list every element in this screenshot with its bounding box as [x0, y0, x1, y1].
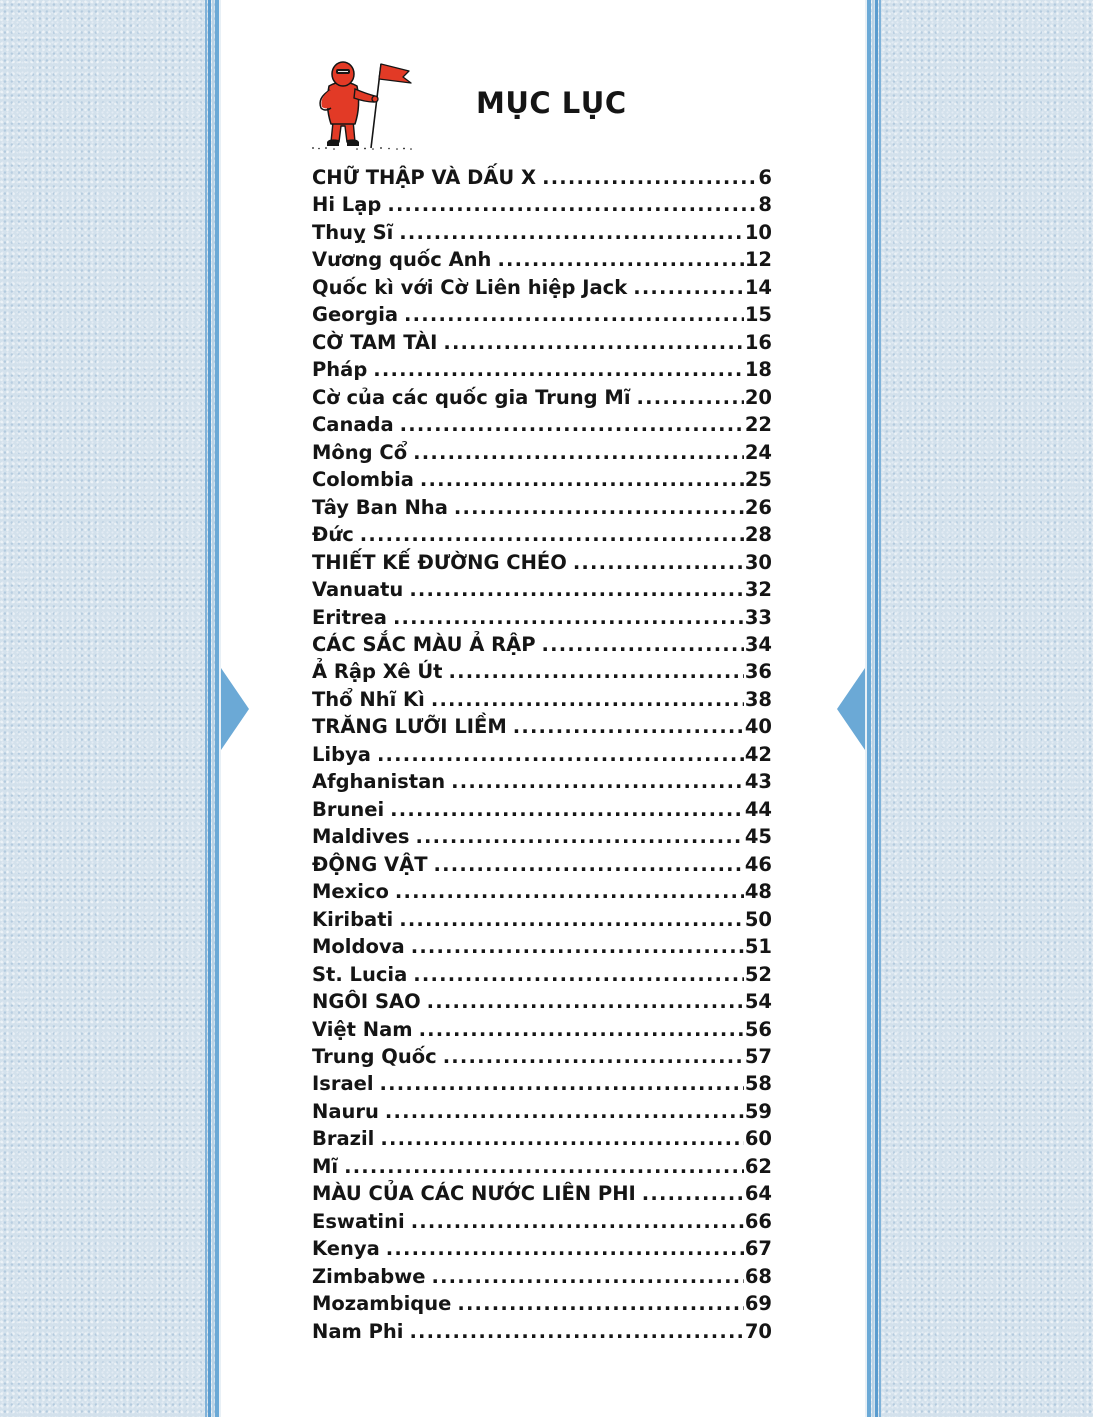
toc-entry-page-number: 32	[744, 578, 772, 602]
dot-leader	[513, 713, 744, 740]
toc-entry[interactable]	[312, 768, 772, 795]
page-title: MỤC LỤC	[476, 86, 627, 120]
toc-entry[interactable]	[312, 1208, 772, 1235]
table-of-contents	[312, 164, 772, 1345]
dot-leader	[399, 219, 744, 246]
dot-leader	[390, 796, 744, 823]
toc-entry-page-number: 44	[744, 797, 772, 821]
toc-entry-title: Zimbabwe	[312, 1264, 426, 1288]
toc-entry-title: CÁC SẮC MÀU Ả RẬP	[312, 632, 536, 656]
dot-leader	[454, 494, 744, 521]
toc-entry-page-number: 67	[744, 1237, 772, 1261]
toc-entry[interactable]	[312, 658, 772, 685]
toc-entry-page-number: 48	[744, 880, 772, 904]
explorer-with-flag-illustration	[307, 56, 419, 152]
toc-entry[interactable]	[312, 246, 772, 273]
toc-entry[interactable]	[312, 191, 772, 218]
toc-entry[interactable]	[312, 466, 772, 493]
toc-entry-title: Trung Quốc	[312, 1045, 437, 1068]
dot-leader	[413, 439, 744, 466]
dot-leader	[637, 384, 744, 411]
dot-leader	[380, 1070, 744, 1097]
toc-entry-title: TRĂNG LƯỠI LIỀM	[312, 715, 507, 739]
toc-entry[interactable]	[312, 961, 772, 988]
toc-entry[interactable]	[312, 823, 772, 850]
toc-entry[interactable]	[312, 219, 772, 246]
toc-entry[interactable]	[312, 521, 772, 548]
toc-entry-page-number: 25	[744, 468, 772, 492]
toc-entry-page-number: 34	[744, 632, 772, 656]
toc-entry-page-number: 56	[744, 1017, 772, 1041]
toc-entry-title: Canada	[312, 413, 394, 437]
dot-leader	[542, 164, 757, 191]
dot-leader	[409, 576, 744, 603]
toc-entry-page-number: 66	[744, 1209, 772, 1233]
dot-leader	[411, 1208, 744, 1235]
toc-entry-title: Moldova	[312, 935, 405, 959]
toc-entry-title: Tây Ban Nha	[312, 495, 448, 519]
toc-entry-title: Nauru	[312, 1099, 379, 1123]
toc-entry-page-number: 57	[744, 1045, 772, 1068]
toc-entry-page-number: 62	[744, 1154, 772, 1178]
dot-leader	[420, 466, 744, 493]
toc-entry-page-number: 24	[744, 440, 772, 464]
toc-entry[interactable]	[312, 988, 772, 1015]
toc-entry[interactable]	[312, 384, 772, 411]
toc-entry-page-number: 69	[744, 1292, 772, 1316]
dot-leader	[409, 1318, 743, 1345]
toc-entry-page-number: 60	[744, 1127, 772, 1151]
toc-entry-title: CHỮ THẬP VÀ DẤU X	[312, 166, 537, 189]
toc-entry-page-number: 18	[744, 358, 772, 382]
dot-leader	[393, 604, 744, 631]
toc-entry-title: Mexico	[312, 880, 389, 904]
toc-entry-page-number: 68	[744, 1264, 772, 1288]
toc-entry-page-number: 58	[744, 1072, 772, 1096]
toc-entry-title: Kiribati	[312, 907, 394, 931]
toc-entry-title: Mông Cổ	[312, 440, 408, 464]
toc-entry[interactable]	[312, 713, 772, 740]
toc-entry-page-number: 26	[744, 495, 772, 519]
right-arrow-notch	[835, 668, 865, 750]
dot-leader	[497, 246, 743, 273]
dot-leader	[419, 1016, 744, 1043]
toc-entry[interactable]	[312, 1125, 772, 1152]
toc-entry-title: CỜ TAM TÀI	[312, 330, 438, 354]
toc-entry-title: Afghanistan	[312, 770, 446, 794]
toc-entry[interactable]	[312, 494, 772, 521]
toc-entry[interactable]	[312, 741, 772, 768]
toc-entry-page-number: 54	[744, 990, 772, 1014]
dot-leader	[633, 274, 744, 301]
toc-entry-title: Quốc kì với Cờ Liên hiệp Jack	[312, 275, 628, 299]
toc-entry[interactable]	[312, 1235, 772, 1262]
toc-entry[interactable]	[312, 851, 772, 878]
toc-entry-page-number: 15	[744, 303, 772, 327]
toc-entry-title: Hi Lạp	[312, 193, 382, 217]
toc-entry-title: Việt Nam	[312, 1017, 413, 1041]
toc-entry-page-number: 52	[744, 962, 772, 986]
toc-entry[interactable]	[312, 576, 772, 603]
toc-entry-page-number: 51	[744, 935, 772, 959]
dot-leader	[573, 549, 744, 576]
toc-entry-title: Kenya	[312, 1237, 380, 1261]
dot-leader	[443, 1043, 744, 1070]
toc-entry-page-number: 12	[744, 248, 772, 272]
left-arrow-notch	[221, 668, 251, 750]
toc-entry-title: Nam Phi	[312, 1319, 404, 1343]
toc-entry[interactable]	[312, 1290, 772, 1317]
dot-leader	[415, 823, 743, 850]
toc-entry[interactable]	[312, 796, 772, 823]
toc-entry[interactable]	[312, 329, 772, 356]
toc-entry-page-number: 70	[744, 1319, 772, 1343]
dot-leader	[642, 1180, 744, 1207]
toc-entry-page-number: 40	[744, 715, 772, 739]
toc-entry-page-number: 30	[744, 550, 772, 574]
toc-entry[interactable]	[312, 411, 772, 438]
toc-entry[interactable]	[312, 631, 772, 658]
toc-entry-page-number: 22	[744, 413, 772, 437]
toc-entry-title: Đức	[312, 523, 354, 547]
toc-entry-title: St. Lucia	[312, 962, 408, 986]
toc-entry-title: ĐỘNG VẬT	[312, 852, 428, 876]
toc-entry[interactable]	[312, 274, 772, 301]
toc-entry[interactable]	[312, 1070, 772, 1097]
toc-entry-page-number: 43	[744, 770, 772, 794]
toc-entry-page-number: 38	[744, 687, 772, 711]
toc-entry-title: NGÔI SAO	[312, 990, 421, 1014]
toc-entry-page-number: 28	[744, 523, 772, 547]
toc-entry-title: Mĩ	[312, 1154, 339, 1178]
toc-entry[interactable]	[312, 1153, 772, 1180]
toc-entry[interactable]	[312, 164, 772, 191]
toc-entry-page-number: 36	[744, 660, 772, 684]
toc-entry-title: Eswatini	[312, 1209, 405, 1233]
toc-entry-page-number: 14	[744, 275, 772, 299]
dot-leader	[386, 1235, 744, 1262]
toc-entry-title: MÀU CỦA CÁC NƯỚC LIÊN PHI	[312, 1182, 636, 1206]
toc-entry-title: Ả Rập Xê Út	[312, 660, 443, 684]
toc-entry-title: Vương quốc Anh	[312, 248, 492, 272]
dot-leader	[395, 878, 744, 905]
toc-entry[interactable]	[312, 1318, 772, 1345]
dot-leader	[451, 768, 744, 795]
toc-entry-title: Pháp	[312, 358, 368, 382]
toc-entry-title: Brunei	[312, 797, 385, 821]
toc-entry[interactable]	[312, 906, 772, 933]
dot-leader	[399, 906, 744, 933]
toc-entry[interactable]	[312, 933, 772, 960]
toc-entry[interactable]	[312, 301, 772, 328]
toc-entry-page-number: 6	[758, 166, 772, 189]
dot-leader	[448, 658, 743, 685]
toc-entry-title: Mozambique	[312, 1292, 452, 1316]
dot-leader	[457, 1290, 744, 1317]
toc-entry-page-number: 20	[744, 385, 772, 409]
toc-entry[interactable]	[312, 1263, 772, 1290]
toc-entry-page-number: 45	[744, 825, 772, 849]
dot-leader	[404, 301, 744, 328]
toc-entry-page-number: 42	[744, 742, 772, 766]
toc-entry-title: Thuỵ Sĩ	[312, 220, 394, 244]
toc-entry[interactable]	[312, 1043, 772, 1070]
dot-leader	[443, 329, 744, 356]
toc-entry-page-number: 16	[744, 330, 772, 354]
toc-entry-title: Israel	[312, 1072, 374, 1096]
toc-entry-page-number: 46	[744, 852, 772, 876]
toc-entry[interactable]	[312, 1098, 772, 1125]
toc-entry-title: Eritrea	[312, 605, 387, 629]
toc-entry[interactable]	[312, 878, 772, 905]
dot-leader	[344, 1153, 744, 1180]
dot-leader	[431, 1263, 743, 1290]
dot-leader	[434, 851, 744, 878]
dot-leader	[373, 356, 744, 383]
toc-entry-title: Libya	[312, 742, 371, 766]
dot-leader	[380, 1125, 744, 1152]
dot-leader	[360, 521, 744, 548]
toc-entry-title: Colombia	[312, 468, 414, 492]
toc-entry-title: Vanuatu	[312, 578, 404, 602]
toc-entry-page-number: 8	[758, 193, 772, 217]
toc-entry[interactable]	[312, 686, 772, 713]
dot-leader	[411, 933, 744, 960]
toc-entry[interactable]	[312, 1016, 772, 1043]
toc-entry-page-number: 10	[744, 220, 772, 244]
dot-leader	[385, 1098, 744, 1125]
toc-entry[interactable]	[312, 439, 772, 466]
dot-leader	[400, 411, 744, 438]
toc-entry-page-number: 33	[744, 605, 772, 629]
toc-entry-title: Brazil	[312, 1127, 375, 1151]
dot-leader	[377, 741, 744, 768]
toc-entry-title: Georgia	[312, 303, 399, 327]
toc-entry[interactable]	[312, 1180, 772, 1207]
dot-leader	[542, 631, 744, 658]
toc-entry-page-number: 50	[744, 907, 772, 931]
toc-entry-title: THIẾT KẾ ĐƯỜNG CHÉO	[312, 550, 567, 574]
toc-entry-title: Thổ Nhĩ Kì	[312, 687, 425, 711]
dot-leader	[427, 988, 744, 1015]
dot-leader	[413, 961, 744, 988]
toc-entry-title: Maldives	[312, 825, 410, 849]
toc-entry[interactable]	[312, 356, 772, 383]
toc-entry[interactable]	[312, 604, 772, 631]
toc-entry-title: Cờ của các quốc gia Trung Mĩ	[312, 385, 631, 409]
right-border-stripes	[865, 0, 881, 1417]
left-border-stripes	[205, 0, 221, 1417]
toc-entry-page-number: 59	[744, 1099, 772, 1123]
toc-entry[interactable]	[312, 549, 772, 576]
dot-leader	[431, 686, 744, 713]
toc-entry-page-number: 64	[744, 1182, 772, 1206]
dot-leader	[387, 191, 757, 218]
